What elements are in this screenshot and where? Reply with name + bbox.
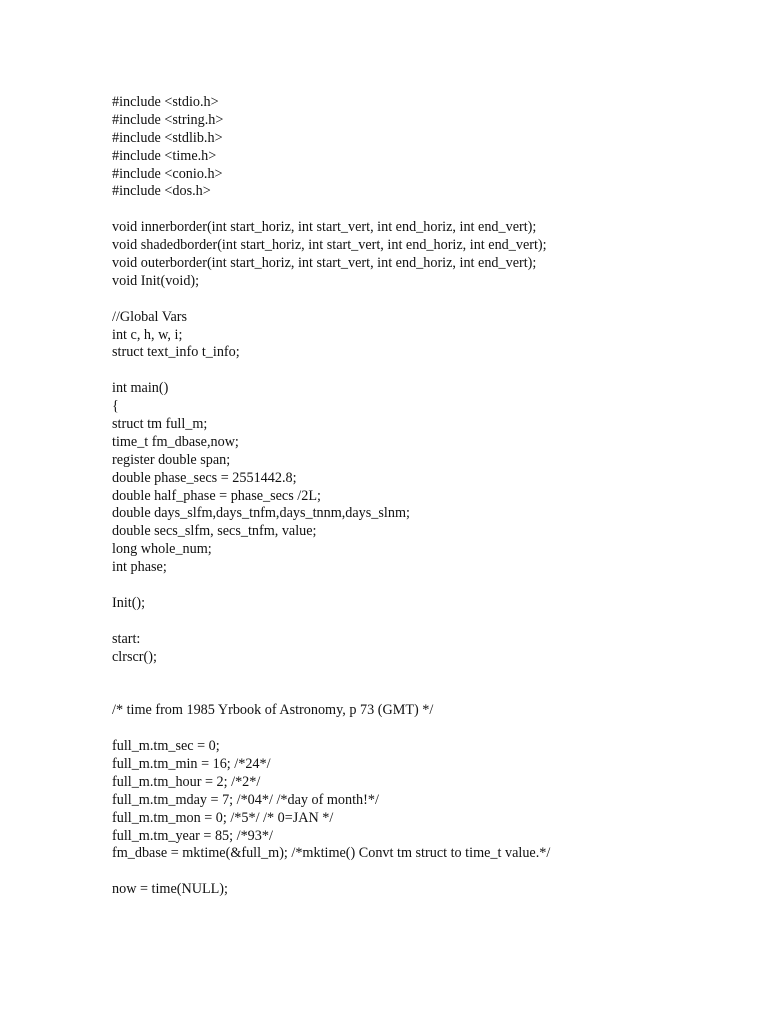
code-line: { <box>112 398 119 415</box>
code-line <box>112 201 752 219</box>
code-line <box>112 863 752 881</box>
code-line: void outerborder(int start_horiz, int start_vert, int end_horiz, int end_vert); <box>112 255 537 272</box>
code-line: full_m.tm_mday = 7; /*04*/ /*day of month!*/ <box>112 791 379 808</box>
code-line: #include <stdio.h> <box>112 94 219 110</box>
code-line: int phase; <box>112 559 167 576</box>
code-line: full_m.tm_sec = 0; <box>112 738 220 755</box>
code-line: full_m.tm_year = 85; /*93*/ <box>112 827 273 844</box>
code-line <box>112 720 752 738</box>
code-line: #include <dos.h> <box>112 183 211 200</box>
code-line <box>112 667 752 685</box>
code-line: fm_dbase = mktime(&full_m); /*mktime() Convt tm struct to time_t value.*/ <box>112 845 551 862</box>
code-line: void innerborder(int start_horiz, int start_vert, int end_horiz, int end_vert); <box>112 219 537 236</box>
source-code-listing <box>112 94 752 899</box>
code-line <box>112 577 752 595</box>
code-line: full_m.tm_min = 16; /*24*/ <box>112 755 271 772</box>
code-line: full_m.tm_mon = 0; /*5*/ /* 0=JAN */ <box>112 809 334 826</box>
code-line: void shadedborder(int start_horiz, int start_vert, int end_horiz, int end_vert); <box>112 237 547 254</box>
code-line: clrscr(); <box>112 648 157 665</box>
code-line <box>112 613 752 631</box>
code-line: /* time from 1985 Yrbook of Astronomy, p 73 (GMT) */ <box>112 702 434 719</box>
code-line: time_t fm_dbase,now; <box>112 433 239 450</box>
code-line: Init(); <box>112 594 146 611</box>
code-line: start: <box>112 630 141 647</box>
code-line <box>112 362 752 380</box>
code-line: double half_phase = phase_secs /2L; <box>112 487 321 504</box>
code-line: full_m.tm_hour = 2; /*2*/ <box>112 773 261 790</box>
code-line: now = time(NULL); <box>112 881 228 898</box>
code-line: void Init(void); <box>112 272 200 289</box>
code-line: double secs_slfm, secs_tnfm, value; <box>112 523 317 540</box>
code-line: int c, h, w, i; <box>112 326 183 343</box>
code-line: long whole_num; <box>112 541 212 558</box>
code-line <box>112 684 752 702</box>
code-line: struct tm full_m; <box>112 416 208 433</box>
code-line: //Global Vars <box>112 308 188 325</box>
code-line: #include <conio.h> <box>112 165 223 182</box>
code-line <box>112 291 752 309</box>
code-line: #include <time.h> <box>112 147 217 164</box>
code-line: register double span; <box>112 451 231 468</box>
code-line: double phase_secs = 2551442.8; <box>112 469 297 486</box>
code-line: struct text_info t_info; <box>112 344 240 361</box>
code-line: double days_slfm,days_tnfm,days_tnnm,days_slnm; <box>112 505 410 522</box>
code-line: #include <stdlib.h> <box>112 129 223 146</box>
code-line: int main() <box>112 380 169 397</box>
code-line: #include <string.h> <box>112 111 224 128</box>
